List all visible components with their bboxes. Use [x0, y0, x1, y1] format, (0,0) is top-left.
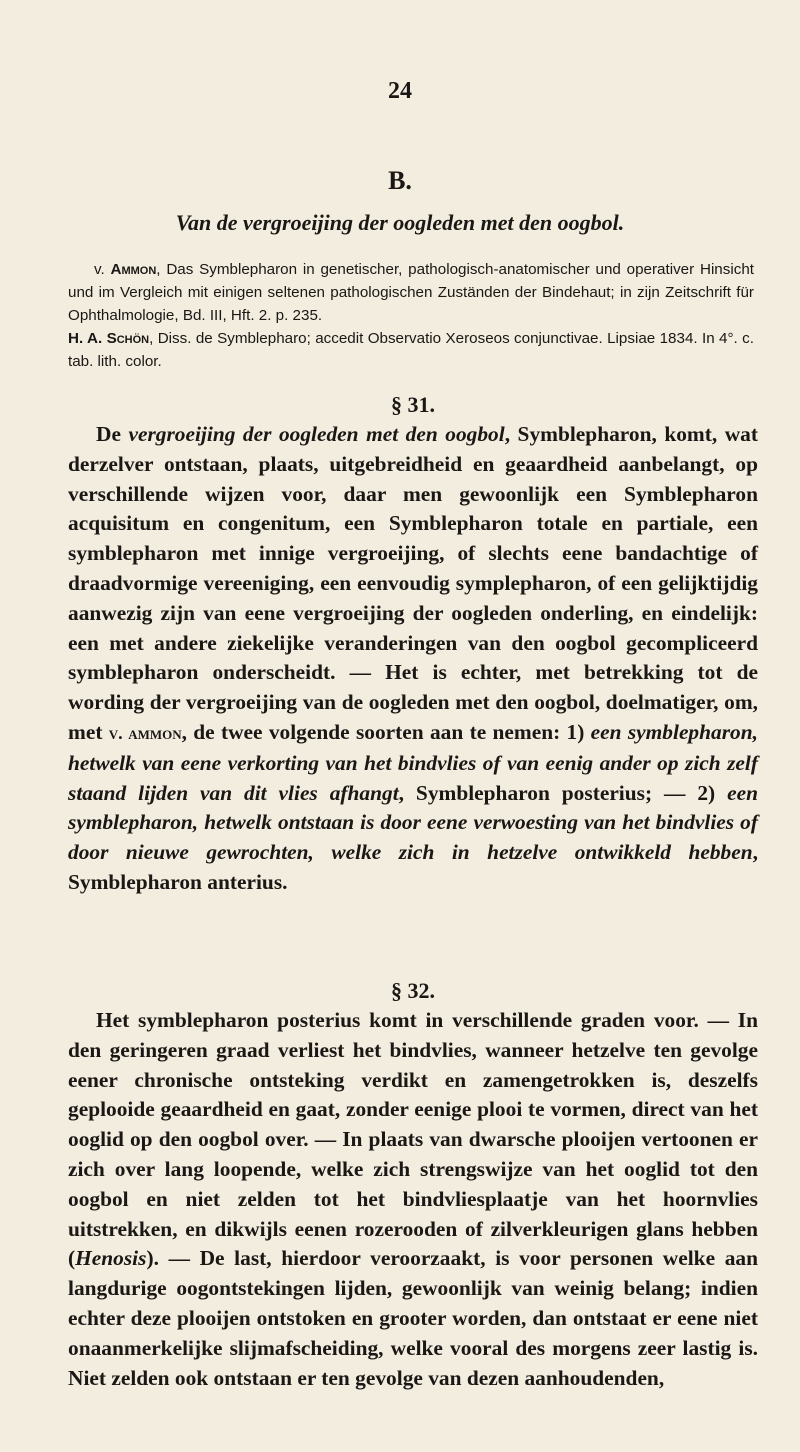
- text-run: De: [96, 422, 129, 446]
- text-run: Het symblepharon posterius komt in verschillende graden voor. — In den geringeren graad verliest het bindvlies, wanneer hetzelve ten gevolge eener chronische ontsteking verdikt en zamengetrokken is, deszelfs geplooide geaardheid en gaat, zonder eenige plooi te vormen, direct van het ooglid op den oogbol over. — In plaats van dwarsche plooijen vertoonen er zich over lang loopende, welke zich strengswijze van het ooglid tot den oogbol en niet zelden tot het bindvliesplaatje van het hoornvlies uitstrekken, en dikwijls eenen rozerooden of zilverkleurigen glans hebben (: [68, 1008, 758, 1271]
- text-run: , Symblepharon anterius.: [68, 840, 758, 894]
- references-block: [68, 258, 754, 373]
- text-run: , Symblepharon, komt, wat derzelver ontstaan, plaats, uitgebreidheid en geaardheid aanbelangt, op verschillende wijzen voor, daar men gewoonlijk een Symblepharon acquisitum en congenitum, een Symblepharon totale en partiale, een symblepharon met innige vergroeijing, of slechts eene bandachtige of draadvormige vereeniging, een eenvoudig symplepharon, of een gelijktijdig aanwezig zijn van eene vergroeijing der oogleden onderling, en eindelijk: een met andere ziekelijke veranderingen van den oogbol gecompliceerd symblepharon onderscheidt. — Het is echter, met betrekking tot de wording der vergroeijing van de oogleden met den oogbol, doelmatiger, om, met: [68, 422, 758, 744]
- section-letter: B.: [388, 166, 412, 195]
- text-run: ). — De last, hierdoor veroorzaakt, is voor personen welke aan langdurige oogontstekingen lijden, gewoonlijk van weinig belang; indien echter deze plooijen ontstoken en grooter worden, dan ontstaat er eene niet onaanmerkelijke slijmafscheiding, welke vooral des morgens zeer lastig is. Niet zelden ook ontstaan er ten gevolge van dezen aanhoudenden,: [68, 1246, 758, 1390]
- section-32-paragraph: [68, 1006, 758, 1393]
- section-31: [68, 390, 758, 898]
- page-number: 24: [388, 78, 412, 104]
- italic-run: een symblepharon, hetwelk van eene verkorting van het bindvlies of van eenig ander op zich zelf staand lijden van dit vlies afhangt: [68, 719, 758, 805]
- reference-author-2: H. A. Schön: [68, 330, 150, 347]
- text-run: , Symblepharon posterius; — 2): [398, 780, 728, 805]
- section-31-heading: § 31.: [391, 392, 435, 417]
- reference-entries: [68, 258, 754, 373]
- smallcaps-run: v. ammon: [108, 722, 182, 743]
- reference-prefix: v.: [94, 261, 105, 278]
- section-32: [68, 976, 758, 1393]
- chapter-title: Van de vergroeijing der oogleden met den oogbol.: [175, 210, 625, 235]
- section-31-paragraph: [68, 420, 758, 898]
- text-run: , de twee volgende soorten aan te nemen: 1): [181, 719, 591, 744]
- italic-run: Henosis: [75, 1246, 147, 1271]
- reference-author-1: Ammon: [110, 261, 157, 278]
- reference-2-text: , Diss. de Symblepharo; accedit Observatio Xeroseos conjunctivae. Lipsiae 1834. In 4°. c. tab. lith. color.: [68, 330, 754, 370]
- italic-run: vergroeijing der oogleden met den oogbol: [128, 422, 505, 446]
- section-32-heading: § 32.: [391, 978, 435, 1003]
- italic-run: een symblepharon, hetwelk ontstaan is door eene verwoesting van het bindvlies of door nieuwe gewrochten, welke zich in hetzelve ontwikkeld hebben: [68, 780, 758, 865]
- reference-1-text: , Das Symblepharon in genetischer, pathologisch-anatomischer und operativer Hinsicht und im Vergleich mit einigen seltenen pathologischen Zuständen der Bindehaut; in zijn Zeitschrift für Ophthalmologie, Bd. III, Hft. 2. p. 235.: [68, 261, 754, 324]
